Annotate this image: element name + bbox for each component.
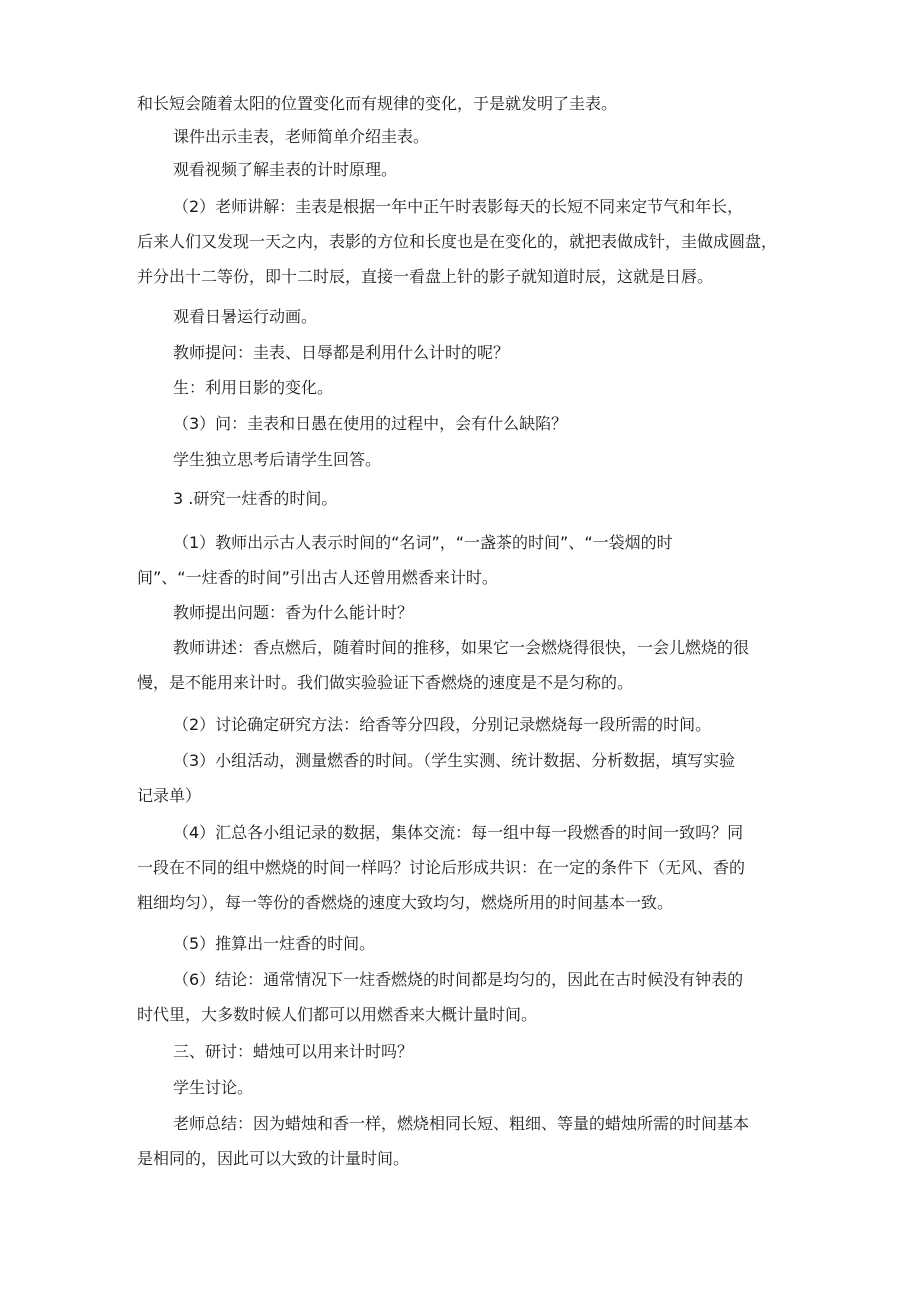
text-line: 学生讨论。 [173,1078,254,1097]
text-line: 老师总结：因为蜡烛和香一样，燃烧相同长短、粗细、等量的蜡烛所需的时间基本 [173,1114,750,1133]
text-line: 教师提问：圭表、日辱都是利用什么计时的呢？ [173,343,510,362]
text-line: （5）推算出一炷香的时间。 [173,934,376,953]
text-line: 学生独立思考后请学生回答。 [173,450,382,469]
section-heading: 三、研讨：蜡烛可以用来计时吗？ [173,1042,414,1061]
text-line: 是相同的，因此可以大致的计量时间。 [137,1149,410,1168]
text-line: （1）教师出示古人表示时间的“名词”，“一盏茶的时间”、“一袋烟的时 [173,533,673,552]
text-line: 并分出十二等份，即十二时辰，直接一看盘上针的影子就知道时辰，这就是日唇。 [137,267,714,286]
text-line: （3）小组活动，测量燃香的时间。（学生实测、统计数据、分析数据，填写实验 [173,751,736,770]
text-line: 间”、“一炷香的时间”引出古人还曾用燃香来计时。 [137,568,498,587]
text-line: （6）结论：通常情况下一炷香燃烧的时间都是均匀的，因此在古时候没有钟表的 [173,970,744,989]
text-line: 教师提出问题：香为什么能计时？ [173,603,414,622]
section-heading: 3 .研究一炷香的时间。 [173,489,338,508]
text-line: 慢，是不能用来计时。我们做实验验证下香燃烧的速度是不是匀称的。 [137,673,634,692]
text-line: 和长短会随着太阳的位置变化而有规律的变化，于是就发明了圭表。 [137,94,618,113]
text-line: 时代里，大多数时候人们都可以用燃香来大概计量时间。 [137,1005,538,1024]
text-line: 课件出示圭表，老师简单介绍圭表。 [173,127,430,146]
text-line: （3）问：圭表和日愚在使用的过程中，会有什么缺陷？ [173,414,568,433]
text-line: （2）老师讲解：圭表是根据一年中正午时表影每天的长短不同来定节气和年长， [173,197,744,216]
text-line: 生：利用日影的变化。 [173,378,334,397]
text-line: 后来人们又发现一天之内，表影的方位和长度也是在变化的，就把表做成针，圭做成圆盘， [137,232,778,251]
text-line: 记录单） [137,786,202,805]
text-line: 一段在不同的组中燃烧的时间一样吗？讨论后形成共识：在一定的条件下（无风、香的 [137,858,746,877]
text-line: （4）汇总各小组记录的数据，集体交流：每一组中每一段燃香的时间一致吗？同 [173,823,744,842]
text-line: （2）讨论确定研究方法：给香等分四段，分别记录燃烧每一段所需的时间。 [173,715,712,734]
text-line: 教师讲述：香点燃后，随着时间的推移，如果它一会燃烧得很快，一会儿燃烧的很 [173,638,750,657]
text-line: 粗细均匀），每一等份的香燃烧的速度大致均匀，燃烧所用的时间基本一致。 [137,893,674,912]
text-line: 观看日暑运行动画。 [173,307,318,326]
text-line: 观看视频了解圭表的计时原理。 [173,160,398,179]
